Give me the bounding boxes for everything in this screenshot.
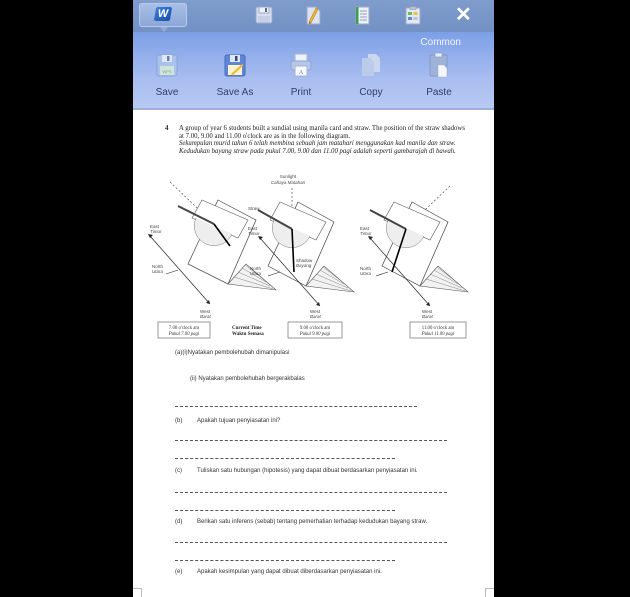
answer-line[interactable] xyxy=(175,542,447,543)
question-a-i xyxy=(175,350,289,356)
north-label: North xyxy=(250,266,262,271)
sundial-diagram xyxy=(148,172,478,342)
east-label: East xyxy=(360,226,370,231)
shadow-label-ms: Bayang xyxy=(296,263,312,268)
west-label-ms: Barat xyxy=(200,314,211,319)
edit-icon[interactable] xyxy=(303,5,323,25)
time-7am: 7.00 o'clock am xyxy=(168,326,200,331)
answer-line[interactable] xyxy=(175,458,395,459)
current-time-label: Current Time xyxy=(232,326,262,331)
west-label: West xyxy=(422,309,433,314)
sundial-11am xyxy=(360,186,468,338)
time-9am-ms: Pukul 9.00 pagi xyxy=(299,332,331,337)
answer-line[interactable] xyxy=(175,560,395,561)
close-icon[interactable]: ✕ xyxy=(455,4,472,26)
intro-english: A group of year 6 students built a sundial using manila card and straw. The position of the straw shadows at 7.00, 9.00 and 11.00 o'clock are as in the following diagram. xyxy=(179,125,465,140)
east-label-ms: Timur xyxy=(248,231,260,236)
west-label: West xyxy=(310,309,321,314)
sunlight-label: Sunlight xyxy=(279,174,297,179)
north-label: North xyxy=(360,266,372,271)
save-as-icon xyxy=(223,52,247,78)
current-time-label-ms: Waktu Semasa xyxy=(232,332,264,337)
copy-button[interactable] xyxy=(341,52,401,98)
question-text: Apakah tujuan penyiasatan ini? xyxy=(197,418,281,424)
north-label-ms: Utara xyxy=(360,271,372,276)
north-label: North xyxy=(152,264,164,269)
north-label-ms: Utara xyxy=(152,269,164,274)
east-label: East xyxy=(248,226,258,231)
question-c xyxy=(175,468,418,474)
question-text: Tuliskan satu hubungan (hipotesis) yang dapat dibuat berdasarkan penyiasatan ini. xyxy=(197,468,418,474)
question-label: (a)(i) xyxy=(175,350,188,356)
question-label: (b) xyxy=(175,418,183,424)
save-icon[interactable] xyxy=(254,5,274,25)
time-11am: 11.00 o'clock am xyxy=(421,326,455,331)
question-label: (e) xyxy=(175,569,183,575)
print-icon xyxy=(289,52,313,78)
document-page xyxy=(133,110,494,597)
time-7am-ms: Pukul 7.00 pagi xyxy=(168,332,200,337)
answer-line[interactable] xyxy=(175,440,447,441)
answer-line[interactable] xyxy=(175,406,417,407)
intro-malay: Sekumpulan murid tahun 6 telah membina sebuah jam matahari menggunakan kad manila dan straw. Kedudukan bayang straw pada pukul 7.00, 9.00 dan 11.00 pagi adalah seperti gambarajah di bawah. xyxy=(179,140,456,155)
paste-label: Paste xyxy=(426,87,452,98)
answer-line[interactable] xyxy=(175,492,447,493)
question-text: Nyatakan pembolehubah dimanipulasi xyxy=(187,350,290,356)
question-e xyxy=(175,569,382,575)
sunlight-label-ms: Cahaya Matahari xyxy=(270,180,306,185)
paste-icon xyxy=(427,52,451,78)
ribbon-group-title: Common xyxy=(420,37,461,48)
east-label-ms: Timur xyxy=(150,229,162,234)
paste-button[interactable] xyxy=(409,52,469,98)
save-button[interactable] xyxy=(137,52,197,98)
answer-line[interactable] xyxy=(175,510,395,511)
shadow-label: Shadow xyxy=(296,258,313,263)
page-corner-mark xyxy=(485,588,494,597)
west-label: West xyxy=(200,309,211,314)
question-text: Nyatakan pembolehubah bergerakbalas xyxy=(198,376,305,382)
top-toolbar xyxy=(133,0,494,32)
print-button[interactable] xyxy=(271,52,331,98)
save-as-button[interactable] xyxy=(205,52,265,98)
time-11am-ms: Pukul 11.00 pagi xyxy=(421,332,455,337)
question-label: (ii) xyxy=(190,376,197,382)
question-label: (d) xyxy=(175,519,183,525)
question-label: (c) xyxy=(175,468,182,474)
west-label-ms: Barat xyxy=(422,314,433,319)
question-d xyxy=(175,519,427,525)
save-icon xyxy=(155,52,179,78)
question-4-intro xyxy=(165,125,465,155)
save-label: Save xyxy=(155,87,179,98)
question-a-ii xyxy=(190,376,305,382)
west-label-ms: Barat xyxy=(310,314,321,319)
north-label-ms: Utara xyxy=(250,271,262,276)
east-label-ms: Timur xyxy=(360,231,372,236)
save-as-label: Save As xyxy=(216,87,254,98)
screen xyxy=(133,0,494,597)
question-b xyxy=(175,418,280,424)
app-menu-button[interactable] xyxy=(139,3,187,27)
time-9am: 9.00 o'clock am xyxy=(299,326,331,331)
question-number: 4 xyxy=(165,125,169,132)
straw-label: Straw xyxy=(248,206,260,211)
sundial-9am xyxy=(248,188,354,338)
page-corner-mark xyxy=(133,588,142,597)
copy-icon xyxy=(359,52,383,78)
clipboard-view-icon[interactable] xyxy=(403,5,423,25)
copy-label: Copy xyxy=(359,87,383,98)
ribbon-common xyxy=(133,32,494,110)
question-text: Apakah kesimpulan yang dapat dibuat diberdasarkan penyiasatan ini. xyxy=(197,569,382,575)
wps-writer-logo-icon: W xyxy=(154,7,172,21)
svg-text:WPS: WPS xyxy=(162,69,172,74)
east-label: East xyxy=(150,224,160,229)
svg-text:A: A xyxy=(298,70,304,76)
document-icon[interactable] xyxy=(352,5,372,25)
question-text: Berikan satu inferens (sebab) tentang pemerhatian terhadap kedudukan bayang straw. xyxy=(197,519,428,525)
print-label: Print xyxy=(290,87,312,98)
